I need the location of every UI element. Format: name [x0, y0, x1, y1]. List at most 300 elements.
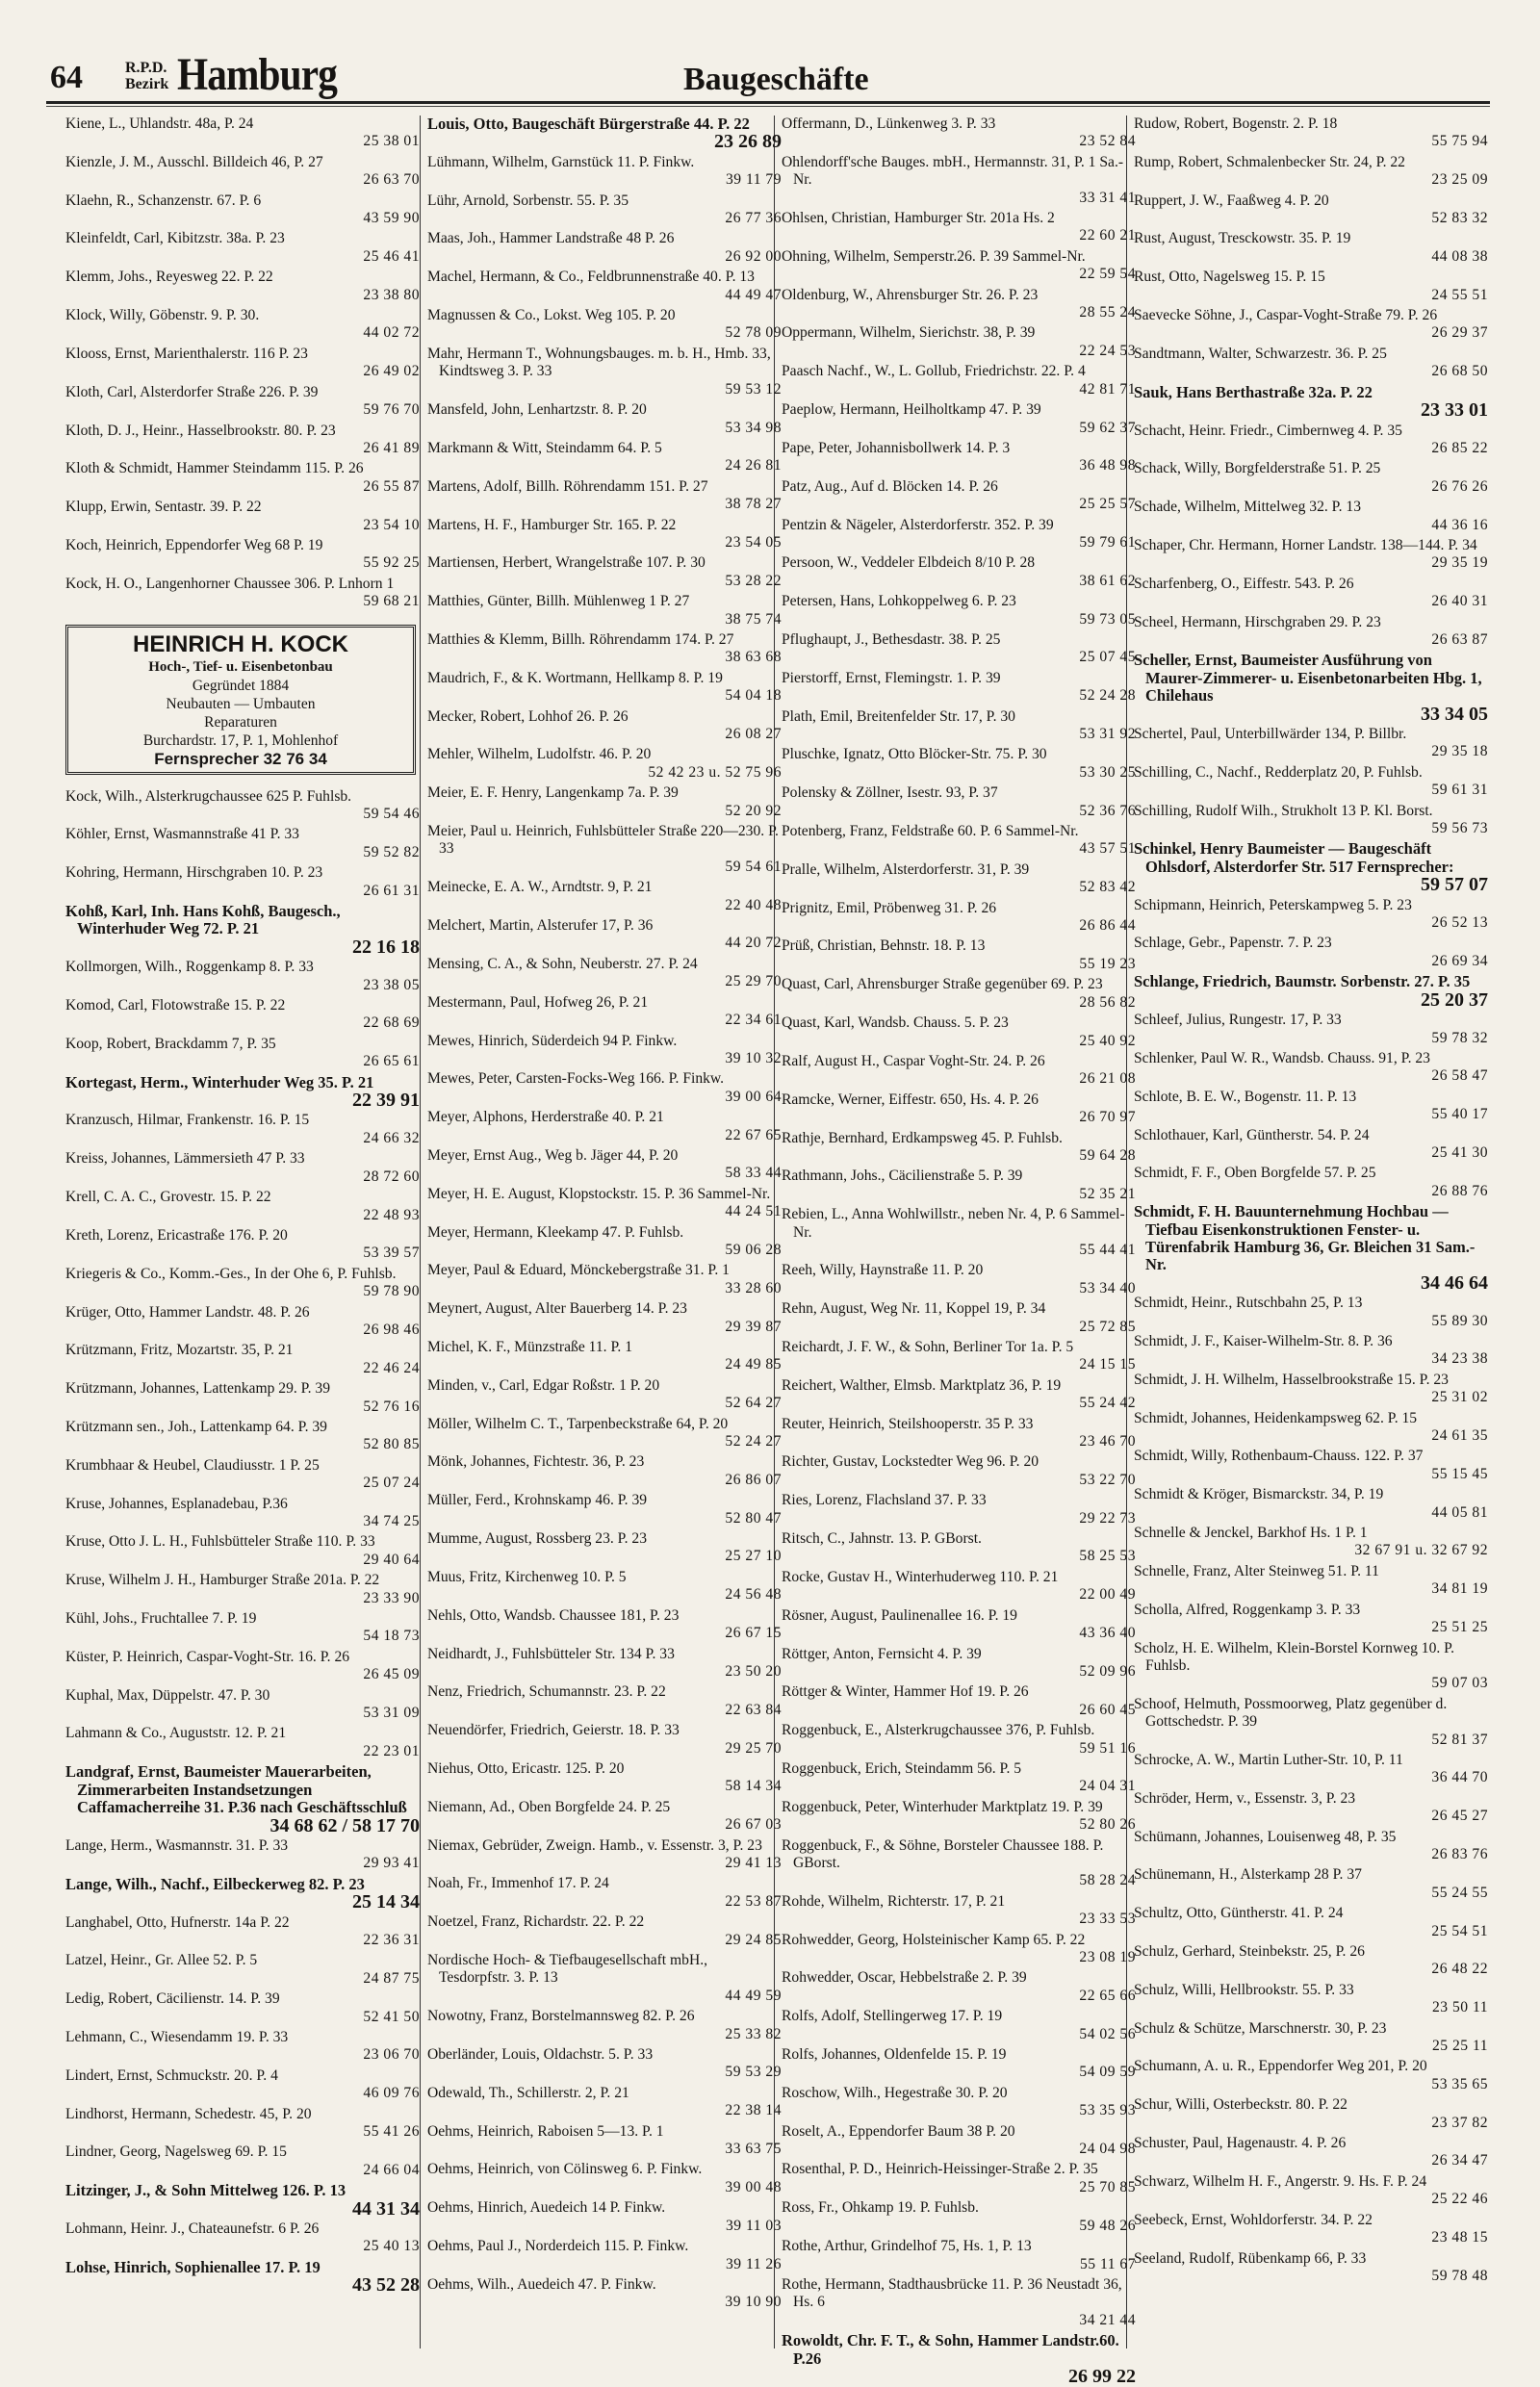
entry-text: Lohmann, Heinr. J., Chateaunefstr. 6 P. 26	[65, 2220, 320, 2238]
phone-number: 26 29 37	[1431, 324, 1488, 342]
entry-text: Odewald, Th., Schillerstr. 2, P. 21	[427, 2084, 629, 2101]
directory-entry	[782, 440, 1136, 475]
directory-entry	[427, 1646, 782, 1681]
phone-number: 34 81 19	[1431, 1580, 1488, 1598]
phone-number: 36 44 70	[1431, 1769, 1488, 1786]
phone-number: 26 41 89	[363, 439, 420, 456]
directory-entry	[65, 997, 420, 1033]
phone-number: 42 81 71	[1079, 380, 1136, 398]
directory-entry	[65, 2029, 420, 2065]
phone-number: 26 99 22	[1068, 2365, 1136, 2387]
directory-entry	[427, 708, 782, 744]
directory-entry	[1134, 1295, 1488, 1330]
phone-number: 44 24 51	[725, 1203, 782, 1220]
entry-text: Sauk, Hans Berthastraße 32a. P. 22	[1134, 382, 1373, 401]
phone-number: 26 86 44	[1079, 917, 1136, 935]
directory-entry	[65, 423, 420, 458]
phone-number: 58 28 24	[1079, 1872, 1136, 1889]
entry-text: Klupp, Erwin, Sentastr. 39. P. 22	[65, 499, 262, 516]
phone-number: 24 61 35	[1431, 1427, 1488, 1445]
phone-number: 44 31 34	[352, 2197, 420, 2220]
phone-number: 29 41 13	[725, 1854, 782, 1871]
column-divider	[420, 116, 421, 2348]
directory-entry	[65, 2182, 420, 2218]
phone-number: 25 20 37	[1421, 988, 1488, 1011]
entry-text: Minden, v., Carl, Edgar Roßstr. 1 P. 20	[427, 1376, 660, 1394]
directory-entry	[65, 1036, 420, 1071]
phone-number: 23 08 19	[1079, 1949, 1136, 1965]
directory-entry	[782, 1969, 1136, 2005]
directory-entry	[427, 2161, 782, 2196]
directory-entry	[782, 2085, 1136, 2120]
directory-entry	[1134, 935, 1488, 970]
entry-text: Rathmann, Johs., Cäcilienstraße 5. P. 39	[782, 1168, 1023, 1185]
entry-text: Kock, H. O., Langenhorner Chaussee 306. P. Lnhorn 1	[65, 575, 395, 592]
phone-number: 22 16 18	[352, 936, 420, 958]
directory-entry	[1134, 614, 1488, 650]
directory-entry	[782, 2008, 1136, 2043]
directory-entry	[782, 1492, 1136, 1527]
entry-text: Neidhardt, J., Fuhlsbütteler Str. 134 P. 33	[427, 1645, 675, 1662]
directory-entry	[782, 937, 1136, 973]
phone-number: 52 80 47	[725, 1509, 782, 1527]
directory-entry	[427, 1722, 782, 1758]
directory-entry	[65, 1266, 420, 1301]
phone-number: 54 09 59	[1079, 2064, 1136, 2081]
entry-text: Mehler, Wilhelm, Ludolfstr. 46. P. 20	[427, 746, 652, 763]
phone-number: 26 63 70	[363, 171, 420, 189]
ad-line: Burchardstr. 17, P. 1, Mohlenhof	[142, 732, 339, 749]
directory-entry	[782, 670, 1136, 706]
phone-number: 55 11 67	[1080, 2255, 1136, 2272]
entry-text: Klock, Willy, Göbenstr. 9. P. 30.	[65, 307, 260, 324]
directory-entry	[1134, 1525, 1488, 1560]
directory-entry	[65, 2220, 420, 2256]
entry-text: Kriegeris & Co., Komm.-Ges., In der Ohe 6, P. Fuhlsb.	[65, 1265, 397, 1282]
entry-text: Richter, Gustav, Lockstedter Weg 96. P. 20	[782, 1453, 1040, 1471]
directory-entry	[1134, 537, 1488, 573]
entry-text: Lahmann & Co., Auguststr. 12. P. 21	[65, 1725, 287, 1742]
phone-number: 22 36 31	[363, 1931, 420, 1948]
phone-number: 26 63 87	[1431, 630, 1488, 648]
entry-text: Landgraf, Ernst, Baumeister Mauerarbeiten, Zimmerarbeiten Instandsetzungen Caffamacherreihe 31. P.36 nach Geschäftsschluß	[65, 1762, 407, 1817]
ad-subtitle: Hoch-, Tief- u. Eisenbetonbau	[148, 658, 333, 675]
directory-entry	[782, 1262, 1136, 1297]
phone-number: 43 36 40	[1079, 1625, 1136, 1642]
phone-number: 25 14 34	[352, 1891, 420, 1913]
phone-number: 23 06 70	[363, 2046, 420, 2064]
directory-entry	[65, 1725, 420, 1760]
phone-number: 54 04 18	[725, 687, 782, 705]
phone-number: 23 37 82	[1431, 2114, 1488, 2131]
entry-text: Martiensen, Herbert, Wrangelstraße 107. P. 30	[427, 554, 706, 572]
phone-number: 25 07 24	[363, 1475, 420, 1492]
entry-text: Komod, Carl, Flotowstraße 15. P. 22	[65, 997, 286, 1014]
phone-number: 52 35 21	[1079, 1185, 1136, 1202]
directory-entry	[782, 1530, 1136, 1566]
directory-entry	[65, 1837, 420, 1873]
entry-text: Kienzle, J. M., Ausschl. Billdeich 46, P. 27	[65, 153, 323, 170]
entry-text: Oehms, Heinrich, Raboisen 5—13. P. 1	[427, 2122, 664, 2140]
entry-text: Schlage, Gebr., Papenstr. 7. P. 23	[1134, 935, 1332, 952]
phone-number: 26 21 08	[1079, 1070, 1136, 1088]
phone-number: 23 33 53	[1079, 1911, 1136, 1928]
entry-text: Lindner, Georg, Nagelsweg 69. P. 15	[65, 2143, 287, 2161]
page-number: 64	[50, 60, 83, 95]
entry-text: Roschow, Wilh., Hegestraße 30. P. 20	[782, 2084, 1008, 2101]
phone-number: 24 66 04	[363, 2161, 420, 2178]
entry-text: Koop, Robert, Brackdamm 7, P. 35	[65, 1035, 276, 1052]
directory-entry	[427, 2008, 782, 2043]
directory-entry	[427, 2276, 782, 2312]
directory-entry	[65, 1074, 420, 1110]
entry-text: Matthies, Günter, Billh. Mühlenweg 1 P. 27	[427, 593, 690, 610]
entry-text: Rathje, Bernhard, Erdkampsweg 45. P. Fuhlsb.	[782, 1129, 1063, 1146]
directory-entry	[427, 1569, 782, 1604]
directory-entry	[427, 917, 782, 953]
entry-text: Schmidt & Kröger, Bismarckstr. 34, P. 19	[1134, 1486, 1384, 1503]
phone-number: 33 63 75	[725, 2141, 782, 2158]
directory-entry	[65, 307, 420, 343]
rpd-line-2: Bezirk	[125, 76, 169, 92]
entry-text: Roggenbuck, Erich, Steindamm 56. P. 5	[782, 1759, 1022, 1777]
directory-entry	[782, 554, 1136, 590]
entry-text: Kollmorgen, Wilh., Roggenkamp 8. P. 33	[65, 959, 314, 976]
entry-text: Pape, Peter, Johannisbollwerk 14. P. 3	[782, 439, 1011, 456]
entry-text: Ledig, Robert, Cäcilienstr. 14. P. 39	[65, 1990, 280, 2008]
entry-text: Schoof, Helmuth, Possmoorweg, Platz gegenüber d. Gottschedstr. P. 39	[1134, 1695, 1448, 1731]
phone-number: 39 10 32	[725, 1049, 782, 1066]
directory-entry	[427, 1607, 782, 1643]
entry-text: Meyer, Alphons, Herderstraße 40. P. 21	[427, 1109, 664, 1126]
entry-text: Reeh, Willy, Haynstraße 11. P. 20	[782, 1262, 984, 1279]
entry-text: Lohse, Hinrich, Sophienallee 17. P. 19	[65, 2257, 321, 2276]
phone-number: 52 24 27	[725, 1433, 782, 1450]
entry-text: Schwarz, Wilhelm H. F., Angerstr. 9. Hs. F. P. 24	[1134, 2172, 1427, 2190]
phone-number: 22 63 84	[725, 1701, 782, 1718]
entry-text: Prüß, Christian, Behnstr. 18. P. 13	[782, 937, 986, 955]
phone-number: 32 67 91 u. 32 67 92	[1354, 1542, 1488, 1559]
phone-number: 22 23 01	[363, 1742, 420, 1759]
entry-text: Schmidt, J. H. Wilhelm, Hasselbrookstraße 15. P. 23	[1134, 1371, 1449, 1388]
phone-number: 25 38 01	[363, 133, 420, 150]
phone-number: 36 48 98	[1079, 457, 1136, 475]
directory-entry	[65, 1876, 420, 1912]
entry-text: Quast, Carl, Ahrensburger Straße gegenüber 69. P. 23	[782, 976, 1103, 993]
entry-text: Schröder, Herm, v., Essenstr. 3, P. 23	[1134, 1789, 1356, 1807]
directory-entry	[782, 2161, 1136, 2196]
phone-number: 23 54 05	[725, 533, 782, 551]
directory-entry	[782, 1683, 1136, 1719]
entry-text: Reichert, Walther, Elmsb. Marktplatz 36, P. 19	[782, 1376, 1062, 1394]
ad-line: Gegründet 1884	[192, 677, 290, 694]
phone-number: 22 34 61	[725, 1012, 782, 1029]
directory-entry	[65, 1496, 420, 1531]
entry-text: Mensing, C. A., & Sohn, Neuberstr. 27. P. 24	[427, 955, 698, 972]
phone-number: 26 61 31	[363, 882, 420, 899]
phone-number: 24 15 15	[1079, 1356, 1136, 1373]
entry-text: Kruse, Wilhelm J. H., Hamburger Straße 201a. P. 22	[65, 1572, 380, 1589]
entry-text: Schlange, Friedrich, Baumstr. Sorbenstr. 27. P. 35	[1134, 972, 1471, 991]
entry-text: Oppermann, Wilhelm, Sierichstr. 38, P. 39	[782, 324, 1036, 342]
phone-number: 43 52 28	[352, 2274, 420, 2297]
directory-entry	[427, 478, 782, 514]
directory-entry	[65, 2143, 420, 2179]
phone-number: 22 65 66	[1079, 1987, 1136, 2004]
directory-entry	[427, 2085, 782, 2120]
phone-number: 38 78 27	[725, 496, 782, 513]
ad-line: Neubauten — Umbauten	[166, 695, 316, 712]
directory-entry	[1134, 2135, 1488, 2170]
entry-text: Meier, E. F. Henry, Langenkamp 7a. P. 39	[427, 784, 679, 802]
phone-number: 25 31 02	[1431, 1389, 1488, 1406]
directory-entry	[782, 2046, 1136, 2082]
phone-number: 25 40 92	[1079, 1032, 1136, 1049]
phone-number: 23 48 15	[1431, 2229, 1488, 2246]
phone-number: 59 68 21	[363, 593, 420, 610]
phone-number: 23 38 80	[363, 286, 420, 303]
directory-entry	[1134, 1333, 1488, 1369]
phone-number: 25 25 11	[1432, 2038, 1488, 2055]
phone-number: 59 79 61	[1079, 533, 1136, 551]
phone-number: 25 25 57	[1079, 496, 1136, 513]
directory-entry	[1134, 576, 1488, 611]
directory-entry	[1134, 2020, 1488, 2056]
phone-number: 58 25 53	[1079, 1548, 1136, 1565]
directory-entry	[65, 384, 420, 420]
directory-entry	[1134, 652, 1488, 723]
directory-entry	[1134, 192, 1488, 228]
phone-number: 44 05 81	[1431, 1503, 1488, 1521]
directory-entry	[427, 230, 782, 266]
phone-number: 44 49 47	[725, 286, 782, 303]
entry-text: Kohß, Karl, Inh. Hans Kohß, Baugesch., Winterhuder Weg 72. P. 21	[65, 902, 341, 938]
phone-number: 59 51 16	[1079, 1739, 1136, 1757]
phone-number: 22 46 24	[363, 1359, 420, 1376]
phone-number: 38 63 68	[725, 649, 782, 666]
directory-entry	[65, 1457, 420, 1493]
directory-entry	[782, 593, 1136, 629]
entry-text: Röttger & Winter, Hammer Hof 19. P. 26	[782, 1683, 1029, 1701]
phone-number: 58 14 34	[725, 1778, 782, 1795]
phone-number: 52 24 28	[1079, 687, 1136, 705]
directory-entry	[1134, 726, 1488, 761]
entry-text: Kohring, Hermann, Hirschgraben 10. P. 23	[65, 864, 323, 882]
phone-number: 24 55 51	[1431, 286, 1488, 303]
directory-entry	[427, 784, 782, 820]
entry-text: Mewes, Peter, Carsten-Focks-Weg 166. P. Finkw.	[427, 1070, 725, 1088]
entry-text: Kock, Wilh., Alsterkrugchaussee 625 P. Fuhlsb.	[65, 787, 352, 805]
directory-entry	[782, 1053, 1136, 1089]
directory-entry	[782, 1206, 1136, 1259]
directory-entry	[427, 307, 782, 343]
directory-entry	[427, 154, 782, 190]
entry-text: Noetzel, Franz, Richardstr. 22. P. 22	[427, 1913, 645, 1931]
directory-entry	[65, 1112, 420, 1147]
directory-entry	[782, 478, 1136, 514]
phone-number: 26 40 31	[1431, 593, 1488, 610]
directory-entry	[65, 1342, 420, 1377]
entry-text: Ramcke, Werner, Eiffestr. 650, Hs. 4. P. 26	[782, 1091, 1039, 1108]
directory-entry	[427, 593, 782, 629]
entry-text: Kühl, Johs., Fruchtallee 7. P. 19	[65, 1610, 257, 1628]
city-title: Hamburg	[177, 49, 337, 100]
directory-entry	[65, 154, 420, 190]
phone-number: 54 18 73	[363, 1628, 420, 1645]
phone-number: 58 33 44	[725, 1165, 782, 1182]
directory-entry	[427, 1147, 782, 1183]
phone-number: 25 40 13	[363, 2238, 420, 2255]
directory-entry	[1134, 1982, 1488, 2017]
directory-entry	[1134, 897, 1488, 933]
phone-number: 23 50 20	[725, 1662, 782, 1680]
entry-text: Schulz, Willi, Hellbrookstr. 55. P. 33	[1134, 1981, 1354, 1998]
phone-number: 39 00 48	[725, 2178, 782, 2195]
phone-number: 25 72 85	[1079, 1318, 1136, 1335]
directory-entry	[65, 192, 420, 228]
directory-entry	[782, 210, 1136, 245]
entry-text: Scholz, H. E. Wilhelm, Klein-Borstel Kornweg 10. P. Fuhlsb.	[1134, 1639, 1455, 1674]
phone-number: 26 67 15	[725, 1625, 782, 1642]
directory-entry	[65, 1304, 420, 1340]
entry-text: Lange, Herm., Wasmannstr. 31. P. 33	[65, 1836, 289, 1854]
directory-entry	[427, 1453, 782, 1489]
phone-number: 55 75 94	[1431, 133, 1488, 150]
phone-number: 26 70 97	[1079, 1109, 1136, 1126]
directory-entry	[65, 1610, 420, 1646]
directory-entry	[65, 1990, 420, 2026]
phone-number: 59 06 28	[725, 1241, 782, 1258]
phone-number: 52 76 16	[363, 1398, 420, 1415]
phone-number: 26 60 45	[1079, 1701, 1136, 1718]
directory-entry	[65, 1189, 420, 1224]
phone-number: 59 56 73	[1431, 820, 1488, 837]
entry-text: Oehms, Hinrich, Auedeich 14 P. Finkw.	[427, 2199, 666, 2217]
entry-text: Schacht, Heinr. Friedr., Cimbernweg 4. P. 35	[1134, 422, 1402, 439]
phone-number: 29 39 87	[725, 1318, 782, 1335]
entry-text: Rehn, August, Weg Nr. 11, Koppel 19, P. 34	[782, 1300, 1046, 1318]
phone-number: 24 66 32	[363, 1129, 420, 1146]
directory-entry	[782, 1722, 1136, 1758]
entry-text: Ohlendorff'sche Bauges. mbH., Hermannstr. 31, P. 1 Sa.-Nr.	[782, 153, 1124, 189]
directory-entry	[782, 154, 1136, 207]
phone-number: 43 57 51	[1079, 840, 1136, 858]
directory-entry	[65, 1419, 420, 1454]
directory-entry	[65, 959, 420, 994]
phone-number: 44 36 16	[1431, 516, 1488, 533]
entry-text: Möller, Wilhelm C. T., Tarpenbeckstraße 64, P. 20	[427, 1415, 729, 1432]
entry-text: Schmidt, Heinr., Rutschbahn 25, P. 13	[1134, 1295, 1363, 1312]
directory-entry	[1134, 764, 1488, 800]
directory-entry	[427, 1416, 782, 1451]
entry-text: Kloth, D. J., Heinr., Hasselbrookstr. 80. P. 23	[65, 422, 336, 439]
directory-entry	[1134, 1050, 1488, 1086]
entry-text: Machel, Hermann, & Co., Feldbrunnenstraße 40. P. 13	[427, 269, 755, 286]
directory-entry	[1134, 839, 1488, 896]
directory-entry	[427, 1492, 782, 1527]
entry-text: Koch, Heinrich, Eppendorfer Weg 68 P. 19	[65, 536, 323, 553]
phone-number: 22 38 14	[725, 2102, 782, 2119]
directory-entry	[782, 1168, 1136, 1203]
phone-number: 24 87 75	[363, 1969, 420, 1987]
ad-line: Reparaturen	[204, 713, 277, 731]
entry-text: Schnelle, Franz, Alter Steinweg 51. P. 11	[1134, 1562, 1379, 1579]
directory-entry	[782, 1091, 1136, 1127]
entry-text: Maudrich, F., & K. Wortmann, Hellkamp 8. P. 19	[427, 669, 723, 686]
phone-number: 39 00 64	[725, 1088, 782, 1105]
entry-text: Nehls, Otto, Wandsb. Chaussee 181, P. 23	[427, 1606, 680, 1624]
entry-text: Roggenbuck, E., Alsterkrugchaussee 376, P. Fuhlsb.	[782, 1722, 1095, 1739]
phone-number: 22 59 54	[1079, 266, 1136, 283]
phone-number: 38 61 62	[1079, 572, 1136, 589]
phone-number: 53 35 93	[1079, 2102, 1136, 2119]
phone-number: 29 25 70	[725, 1739, 782, 1757]
entry-text: Petersen, Hans, Lohkoppelweg 6. P. 23	[782, 593, 1016, 610]
postal-district-label	[125, 60, 168, 92]
directory-entry	[427, 956, 782, 991]
entry-text: Kuphal, Max, Düppelstr. 47. P. 30	[65, 1686, 270, 1704]
directory-entry	[782, 861, 1136, 897]
directory-entry	[782, 1837, 1136, 1890]
phone-number: 59 53 29	[725, 2064, 782, 2081]
directory-entry	[782, 708, 1136, 744]
entry-text: Schumann, A. u. R., Eppendorfer Weg 201, P. 20	[1134, 2058, 1427, 2075]
entry-text: Seebeck, Ernst, Wohldorferstr. 34. P. 22	[1134, 2211, 1373, 2228]
directory-entry	[65, 2067, 420, 2103]
entry-text: Paeplow, Hermann, Heilholtkamp 47. P. 39	[782, 401, 1041, 419]
phone-number: 25 27 10	[725, 1548, 782, 1565]
entry-text: Rowoldt, Chr. F. T., & Sohn, Hammer Landstr.60. P.26	[782, 2331, 1119, 2368]
entry-text: Ritsch, C., Jahnstr. 13. P. GBorst.	[782, 1530, 982, 1548]
entry-text: Noah, Fr., Immenhof 17. P. 24	[427, 1875, 609, 1892]
entry-text: Reichardt, J. F. W., & Sohn, Berliner Tor 1a. P. 5	[782, 1339, 1074, 1355]
phone-number: 26 08 27	[725, 726, 782, 742]
entry-text: Potenberg, Franz, Feldstraße 60. P. 6 Sammel-Nr.	[782, 823, 1079, 840]
directory-entry	[427, 554, 782, 590]
directory-entry	[427, 2238, 782, 2273]
directory-entry	[782, 401, 1136, 437]
entry-text: Krumbhaar & Heubel, Claudiusstr. 1 P. 25	[65, 1456, 320, 1474]
phone-number: 43 59 90	[363, 210, 420, 227]
entry-text: Scharfenberg, O., Eiffestr. 543. P. 26	[1134, 575, 1354, 592]
entry-text: Schilling, C., Nachf., Redderplatz 20, P. Fuhlsb.	[1134, 763, 1423, 781]
phone-number: 25 51 25	[1431, 1619, 1488, 1636]
phone-number: 24 56 48	[725, 1586, 782, 1604]
phone-number: 55 89 30	[1431, 1312, 1488, 1329]
phone-number: 44 02 72	[363, 324, 420, 342]
phone-number: 25 33 82	[725, 2025, 782, 2042]
entry-text: Kruse, Otto J. L. H., Fuhlsbütteler Straße 110. P. 33	[65, 1533, 375, 1551]
entry-text: Schünemann, H., Alsterkamp 28 P. 37	[1134, 1866, 1362, 1884]
entry-text: Rebien, L., Anna Wohlwillstr., neben Nr. 4, P. 6 Sammel-Nr.	[782, 1206, 1125, 1241]
phone-number: 53 31 92	[1079, 726, 1136, 742]
entry-text: Kloth & Schmidt, Hammer Steindamm 115. P. 26	[65, 460, 364, 477]
directory-entry	[782, 976, 1136, 1012]
directory-entry	[1134, 1602, 1488, 1637]
directory-entry	[782, 1607, 1136, 1643]
entry-text: Kreth, Lorenz, Ericastraße 176. P. 20	[65, 1226, 288, 1244]
directory-entry	[1134, 1089, 1488, 1124]
phone-number: 23 33 01	[1421, 399, 1488, 422]
entry-text: Polensky & Zöllner, Isestr. 93, P. 37	[782, 784, 998, 802]
phone-number: 34 68 62 / 58 17 70	[270, 1814, 420, 1836]
phone-number: 26 45 09	[363, 1666, 420, 1683]
phone-number: 53 34 98	[725, 419, 782, 436]
directory-entry	[782, 1760, 1136, 1796]
phone-number: 26 65 61	[363, 1053, 420, 1070]
phone-number: 23 52 84	[1079, 133, 1136, 150]
directory-entry	[782, 631, 1136, 667]
